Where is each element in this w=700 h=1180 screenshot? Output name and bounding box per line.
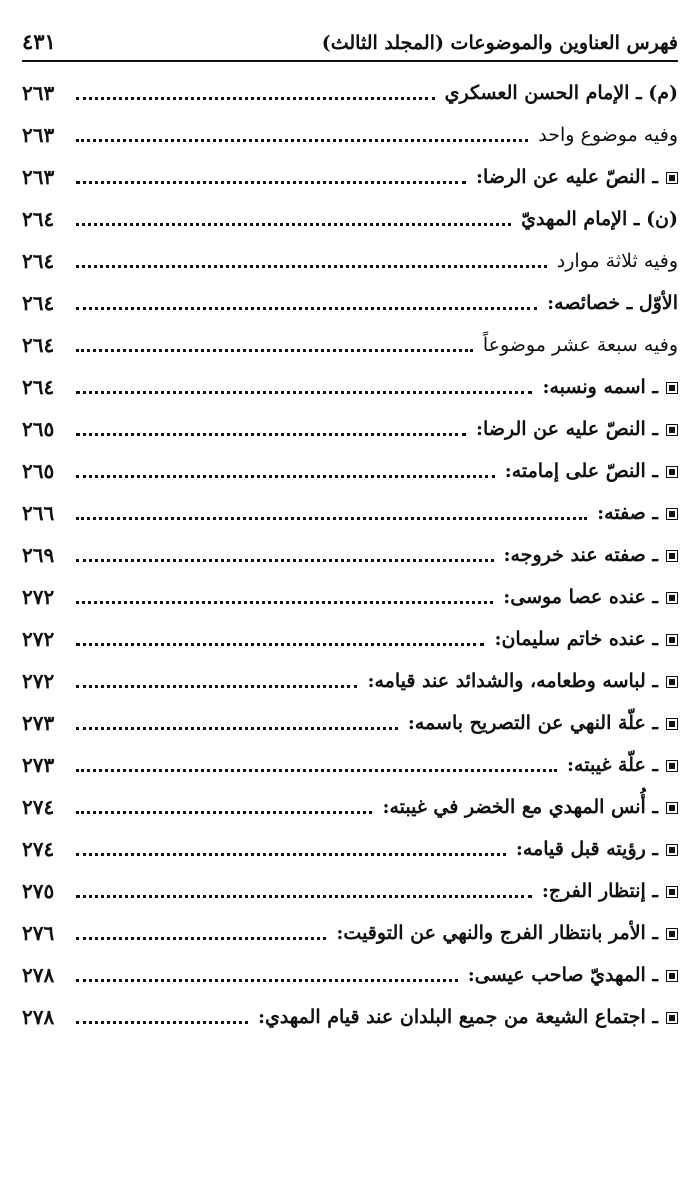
dot-leader — [76, 559, 494, 562]
dot-leader — [76, 811, 372, 814]
toc-entry — [22, 324, 678, 366]
toc-entry-title — [472, 418, 678, 440]
toc-entry — [22, 408, 678, 450]
toc-page-number: ٢٦٤ — [22, 333, 55, 357]
toc-entry — [22, 828, 678, 870]
square-bullet-icon — [666, 760, 678, 772]
toc-entry — [22, 870, 678, 912]
toc-page-number: ٢٧٨ — [22, 1005, 55, 1029]
dot-leader — [76, 139, 528, 142]
toc-entry-title — [593, 502, 678, 524]
dot-leader — [76, 181, 466, 184]
toc-entry-title — [363, 670, 678, 692]
dot-leader — [76, 223, 511, 226]
toc-entry-text: وفيه سبعة عشر موضوعاً — [482, 334, 678, 356]
toc-page-number: ٢٦٤ — [22, 249, 55, 273]
toc-entry-text: ـ النصّ عليه عن الرضا: — [476, 166, 658, 188]
toc-entry — [22, 492, 678, 534]
toc-entry-text: ـ الأمر بانتظار الفرج والنهي عن التوقيت: — [336, 922, 658, 944]
toc-entry-title — [254, 1006, 678, 1028]
dot-leader — [76, 685, 357, 688]
square-bullet-icon — [666, 424, 678, 436]
toc-page-number: ٢٦٩ — [22, 543, 55, 567]
toc-page-number: ٢٦٤ — [22, 207, 55, 231]
toc-entry — [22, 156, 678, 198]
toc-page-number: ٢٧٢ — [22, 627, 55, 651]
square-bullet-icon — [666, 592, 678, 604]
toc-page-number: ٢٧٢ — [22, 585, 55, 609]
toc-page-number: ٢٧٣ — [22, 753, 55, 777]
toc-entry — [22, 282, 678, 324]
toc-entry — [22, 660, 678, 702]
square-bullet-icon — [666, 508, 678, 520]
dot-leader — [76, 475, 495, 478]
toc-page-number: ٢٧٨ — [22, 963, 55, 987]
toc-entry-text: ـ أُنس المهدي مع الخضر في غيبته: — [382, 796, 658, 818]
square-bullet-icon — [666, 1012, 678, 1024]
toc-entry-text: ـ رؤيته قبل قيامه: — [515, 838, 658, 860]
square-bullet-icon — [666, 466, 678, 478]
dot-leader — [76, 895, 532, 898]
table-of-contents — [22, 72, 678, 1038]
square-bullet-icon — [666, 802, 678, 814]
toc-entry-title — [479, 334, 678, 356]
toc-entry-text: (ن) ـ الإمام المهديّ — [521, 208, 678, 230]
toc-entry — [22, 114, 678, 156]
toc-page-number: ٢٦٥ — [22, 459, 55, 483]
toc-entry-text: ـ النصّ على إمامته: — [504, 460, 658, 482]
square-bullet-icon — [666, 382, 678, 394]
toc-entry-text: ـ لباسه وطعامه، والشدائد عند قيامه: — [367, 670, 658, 692]
toc-entry-text: ـ عنده خاتم سليمان: — [494, 628, 658, 650]
toc-entry — [22, 786, 678, 828]
toc-entry-text: ـ عنده عصا موسى: — [503, 586, 658, 608]
square-bullet-icon — [666, 886, 678, 898]
toc-entry — [22, 912, 678, 954]
toc-entry-text: وفيه ثلاثة موارد — [556, 250, 678, 272]
dot-leader — [76, 265, 547, 268]
toc-entry-title — [512, 838, 678, 860]
header-page-number: ٤٣١ — [22, 29, 56, 54]
dot-leader — [76, 391, 532, 394]
toc-entry-title — [563, 754, 678, 776]
toc-page-number: ٢٦٤ — [22, 375, 55, 399]
dot-leader — [76, 517, 587, 520]
toc-entry — [22, 996, 678, 1038]
dot-leader — [76, 769, 557, 772]
toc-page-number: ٢٦٦ — [22, 501, 55, 525]
dot-leader — [76, 97, 435, 100]
toc-entry-title — [538, 880, 678, 902]
toc-entry-text: ـ اسمه ونسبه: — [542, 376, 658, 398]
page-header — [22, 18, 678, 62]
toc-entry — [22, 702, 678, 744]
toc-entry-text: ـ علّة النهي عن التصريح باسمه: — [407, 712, 658, 734]
toc-page-number: ٢٦٥ — [22, 417, 55, 441]
toc-entry-text: ـ اجتماع الشيعة من جميع البلدان عند قيام المهدي: — [257, 1006, 658, 1028]
square-bullet-icon — [666, 970, 678, 982]
toc-entry-title — [538, 376, 678, 398]
header-title: فهرس العناوين والموضوعات (المجلد الثالث) — [321, 32, 678, 54]
toc-entry — [22, 744, 678, 786]
square-bullet-icon — [666, 928, 678, 940]
dot-leader — [76, 349, 473, 352]
square-bullet-icon — [666, 172, 678, 184]
dot-leader — [76, 601, 493, 604]
toc-entry — [22, 366, 678, 408]
toc-entry-title — [499, 586, 678, 608]
toc-entry-title — [501, 460, 678, 482]
toc-entry-text: ـ النصّ عليه عن الرضا: — [476, 418, 658, 440]
dot-leader — [76, 937, 326, 940]
square-bullet-icon — [666, 676, 678, 688]
dot-leader — [76, 727, 398, 730]
toc-page-number: ٢٧٥ — [22, 879, 55, 903]
toc-page-number: ٢٧٣ — [22, 711, 55, 735]
toc-entry-text: الأوّل ـ خصائصه: — [547, 292, 678, 314]
toc-entry-title — [500, 544, 678, 566]
toc-page-number: ٢٦٣ — [22, 123, 55, 147]
toc-page-number: ٢٦٣ — [22, 81, 55, 105]
toc-entry-text: ـ إنتظار الفرج: — [541, 880, 658, 902]
toc-entry-text: ـ المهديّ صاحب عيسى: — [467, 964, 658, 986]
toc-page-number: ٢٧٢ — [22, 669, 55, 693]
toc-entry-text: وفيه موضوع واحد — [538, 124, 678, 146]
toc-entry — [22, 240, 678, 282]
toc-entry — [22, 954, 678, 996]
square-bullet-icon — [666, 550, 678, 562]
toc-entry-title — [404, 712, 678, 734]
toc-page-number: ٢٦٣ — [22, 165, 55, 189]
toc-entry-text: ـ علّة غيبته: — [567, 754, 658, 776]
toc-entry-title — [472, 166, 678, 188]
dot-leader — [76, 979, 458, 982]
square-bullet-icon — [666, 844, 678, 856]
toc-entry — [22, 198, 678, 240]
toc-entry-title — [543, 292, 678, 314]
toc-page-number: ٢٧٤ — [22, 837, 55, 861]
dot-leader — [76, 1021, 248, 1024]
dot-leader — [76, 433, 466, 436]
dot-leader — [76, 307, 537, 310]
toc-entry-title — [490, 628, 678, 650]
square-bullet-icon — [666, 634, 678, 646]
toc-entry — [22, 72, 678, 114]
toc-entry-text: ـ صفته عند خروجه: — [503, 544, 658, 566]
toc-entry — [22, 534, 678, 576]
toc-entry-text: ـ صفته: — [597, 502, 658, 524]
dot-leader — [76, 643, 484, 646]
toc-entry-title — [441, 82, 678, 104]
toc-entry — [22, 576, 678, 618]
toc-entry-title — [464, 964, 678, 986]
toc-entry-title — [534, 124, 678, 146]
toc-page-number: ٢٦٤ — [22, 291, 55, 315]
toc-entry-title — [378, 796, 678, 818]
toc-page-number: ٢٧٤ — [22, 795, 55, 819]
toc-entry-title — [553, 250, 678, 272]
toc-entry-text: (م) ـ الإمام الحسن العسكري — [444, 82, 678, 104]
toc-page-number: ٢٧٦ — [22, 921, 55, 945]
dot-leader — [76, 853, 506, 856]
square-bullet-icon — [666, 718, 678, 730]
toc-entry-title — [517, 208, 678, 230]
toc-entry — [22, 450, 678, 492]
toc-entry — [22, 618, 678, 660]
toc-entry-title — [332, 922, 678, 944]
